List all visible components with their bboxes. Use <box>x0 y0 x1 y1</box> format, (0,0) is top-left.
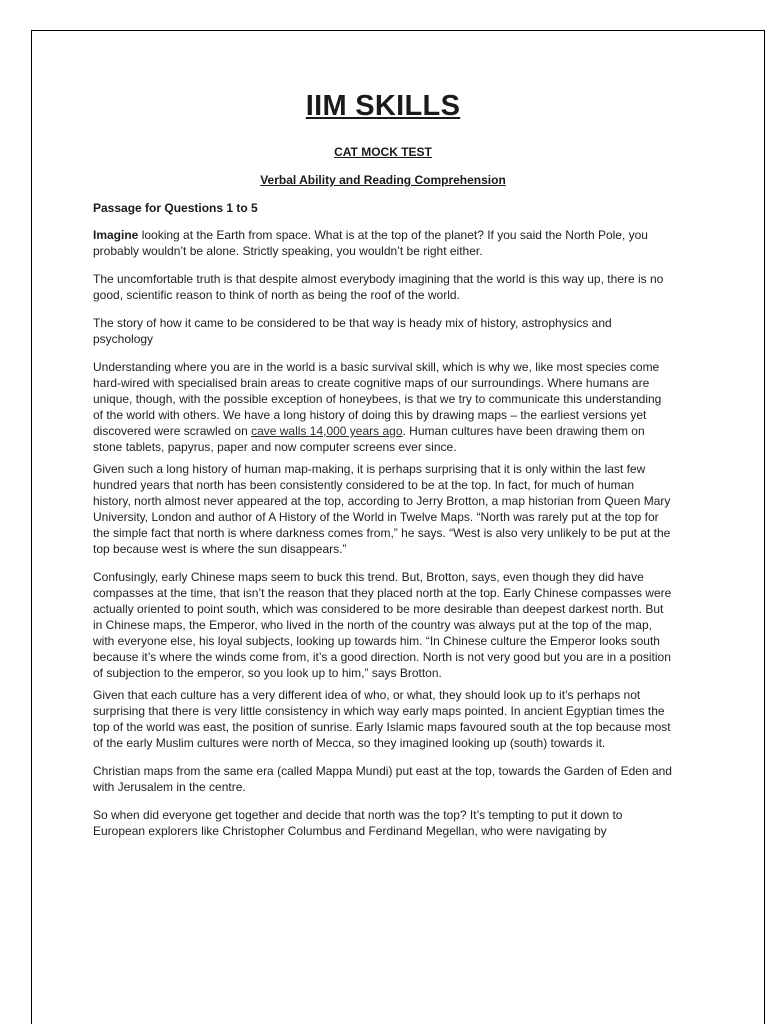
paragraph-7: Given that each culture has a very different idea of who, or what, they should look up to it’s perhaps not surprising that there is very little consistency in which way early maps pointed. In ancient Egyptian times the top of the world was east, the position of sunrise. Early Islamic maps favoured south at the top because most of the early Muslim cultures were north of Mecca, so they imagined looking up (south) towards it. <box>93 688 671 750</box>
document-body <box>93 90 673 851</box>
paragraph-1 <box>93 227 673 259</box>
page-title: IIM SKILLS <box>305 90 461 122</box>
paragraph-5: Given such a long history of human map-making, it is perhaps surprising that it is only within the last few hundred years that north has been consistently considered to be at the top. In fact, for much of human history, north almost never appeared at the top, according to Jerry Brotton, a map historian from Queen Mary University, London and author of A History of the World in Twelve Maps. “North was rarely put at the top for the simple fact that north is where darkness comes from,” he says. “West is also very unlikely to be put at the top because west is where the sun disappears.” <box>93 462 671 556</box>
paragraph-8: Christian maps from the same era (called Mappa Mundi) put east at the top, towards the Garden of Eden and with Jerusalem in the centre. <box>93 764 672 794</box>
section-title: Verbal Ability and Reading Comprehension <box>260 173 506 187</box>
paragraph-4-text-b: . Human cultures have been drawing them on stone tablets, papyrus, paper and now computer screens ever since. <box>93 424 645 454</box>
paragraph-1-lead: Imagine <box>93 228 139 242</box>
passage-label: Passage for Questions 1 to 5 <box>93 201 258 215</box>
paragraph-3: The story of how it came to be considered to be that way is heady mix of history, astrophysics and psychology <box>93 316 612 346</box>
test-subtitle: CAT MOCK TEST <box>334 145 432 159</box>
paragraph-6: Confusingly, early Chinese maps seem to buck this trend. But, Brotton, says, even though they did have compasses at the time, that isn’t the reason that they placed north at the top. Early Chinese compasses were actually oriented to point south, which was considered to be more desirable than deepest darkest north. But in Chinese maps, the Emperor, who lived in the north of the country was always put at the top of the map, with everyone else, his loyal subjects, looking up towards him. “In Chinese culture the Emperor looks south because it’s where the winds come from, it’s a good direction. North is not very good but you are in a position of subjection to the emperor, so you look up to him,” says Brotton. <box>93 570 672 680</box>
paragraph-4 <box>93 359 673 455</box>
paragraph-1-text: looking at the Earth from space. What is at the top of the planet? If you said the North Pole, you probably wouldn’t be alone. Strictly speaking, you wouldn’t be right either. <box>93 228 648 258</box>
paragraph-9: So when did everyone get together and decide that north was the top? It’s tempting to put it down to European explorers like Christopher Columbus and Ferdinand Megellan, who were navigating by <box>93 808 623 838</box>
paragraph-4-text-a: Understanding where you are in the world is a basic survival skill, which is why we, like most species come hard-wired with specialised brain areas to create cognitive maps of our surroundings. Where humans are unique, though, with the possible exception of honeybees, is that we try to communicate this understanding of the world with others. We have a long history of doing this by drawing maps – the earliest versions yet discovered were scrawled on <box>93 360 662 438</box>
paragraph-2: The uncomfortable truth is that despite almost everybody imagining that the world is this way up, there is no good, scientific reason to think of north as being the roof of the world. <box>93 272 664 302</box>
cave-walls-link[interactable]: cave walls 14,000 years ago <box>251 424 403 438</box>
